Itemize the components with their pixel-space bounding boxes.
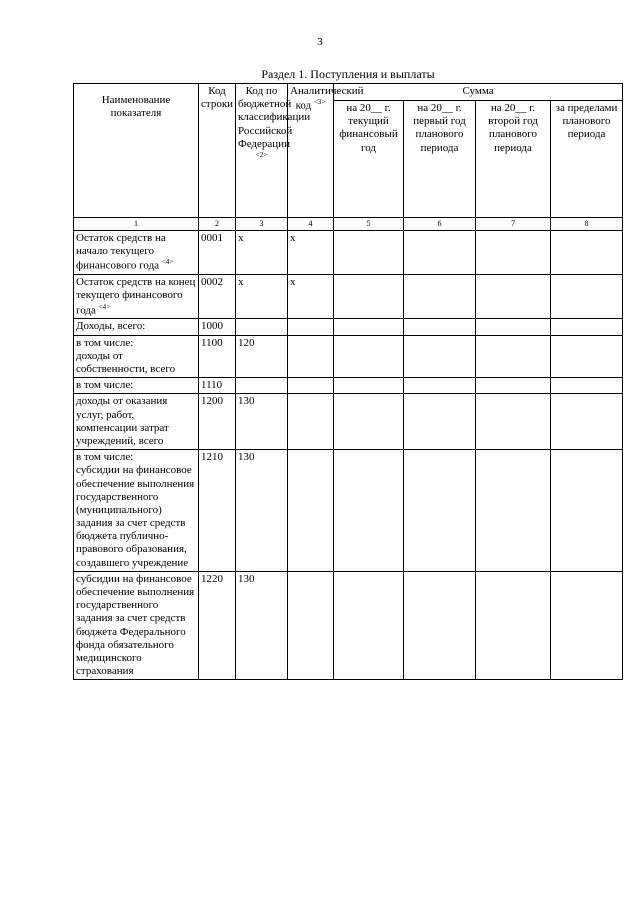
row-sum-cell: [551, 378, 623, 394]
header-col5: на 20__ г. текущий финансовый год: [334, 101, 404, 218]
row-name: Остаток средств на конец текущего финансового года $^{<4>}$: [74, 275, 199, 319]
row-code: 1200: [199, 394, 236, 450]
header-col7: на 20__ г. второй год планового периода: [476, 101, 551, 218]
header-analytic-code: Аналитический код $^{<3>}$: [288, 84, 334, 218]
row-sum-cell: [404, 275, 476, 319]
row-code: 1000: [199, 319, 236, 335]
row-code: 0001: [199, 231, 236, 275]
row-analytic-code: x: [288, 275, 334, 319]
row-sum-cell: [551, 319, 623, 335]
page-number: 3: [317, 36, 323, 48]
row-analytic-code: [288, 571, 334, 680]
row-sum-cell: [551, 450, 623, 572]
row-budget-code: 130: [236, 394, 288, 450]
col-num: 3: [236, 218, 288, 231]
row-sum-cell: [334, 335, 404, 378]
row-analytic-code: [288, 335, 334, 378]
row-analytic-code: [288, 319, 334, 335]
header-name: Наименование показателя: [74, 84, 199, 218]
row-budget-code: 130: [236, 450, 288, 572]
row-name: Остаток средств на начало текущего финансового года $^{<4>}$: [74, 231, 199, 275]
section-title: Раздел 1. Поступления и выплаты: [261, 67, 435, 81]
row-sum-cell: [551, 571, 623, 680]
table-row: [74, 319, 623, 335]
row-sum-cell: [334, 378, 404, 394]
row-sum-cell: [476, 378, 551, 394]
col-num: 1: [74, 218, 199, 231]
col-num: 4: [288, 218, 334, 231]
footnote-3: <3>: [313, 98, 326, 107]
row-analytic-code: [288, 394, 334, 450]
row-name: доходы от оказания услуг, работ, компенсации затрат учреждений, всего: [74, 394, 199, 450]
row-code: 1110: [199, 378, 236, 394]
col-num: 7: [476, 218, 551, 231]
row-sum-cell: [476, 319, 551, 335]
table-row: [74, 394, 623, 450]
row-sum-cell: [551, 394, 623, 450]
row-code: 1220: [199, 571, 236, 680]
table-row: [74, 275, 623, 319]
row-sum-cell: [551, 231, 623, 275]
row-sum-cell: [404, 378, 476, 394]
header-code-row: Код строки: [199, 84, 236, 218]
col-num: 8: [551, 218, 623, 231]
header-col8: за пределами планового периода: [551, 101, 623, 218]
row-sum-cell: [404, 231, 476, 275]
row-budget-code: x: [236, 231, 288, 275]
row-analytic-code: x: [288, 231, 334, 275]
header-col6: на 20__ г. первый год планового периода: [404, 101, 476, 218]
row-sum-cell: [404, 450, 476, 572]
row-sum-cell: [476, 275, 551, 319]
col-num: 5: [334, 218, 404, 231]
row-sum-cell: [476, 571, 551, 680]
row-budget-code: 120: [236, 335, 288, 378]
table-row: [74, 571, 623, 680]
table-row: [74, 378, 623, 394]
row-name: в том числе: субсидии на финансовое обеспечение выполнения государственного (муниципального) задания за счет средств бюджета публично-правового образования, создавшего учреждение: [74, 450, 199, 572]
row-code: 0002: [199, 275, 236, 319]
row-name: субсидии на финансовое обеспечение выполнения государственного задания за счет средств бюджета Федерального фонда обязательного медицинского страхования: [74, 571, 199, 680]
table-row: [74, 231, 623, 275]
row-sum-cell: [334, 319, 404, 335]
receipts-payments-table: [73, 83, 623, 680]
row-sum-cell: [334, 571, 404, 680]
row-analytic-code: [288, 450, 334, 572]
row-sum-cell: [476, 450, 551, 572]
footnote-4: <4>: [98, 302, 111, 311]
header-budget-code: Код по бюджетной классификации Российской Федерации $^{<2>}$: [236, 84, 288, 218]
footnote-4: <4>: [161, 258, 174, 267]
row-sum-cell: [476, 231, 551, 275]
row-name: в том числе:: [74, 378, 199, 394]
row-budget-code: x: [236, 275, 288, 319]
row-code: 1210: [199, 450, 236, 572]
column-numbers-row: [74, 218, 623, 231]
row-sum-cell: [404, 335, 476, 378]
table-row: [74, 450, 623, 572]
col-num: 2: [199, 218, 236, 231]
footnote-2: <2>: [255, 150, 268, 159]
row-name: в том числе: доходы от собственности, всего: [74, 335, 199, 378]
row-sum-cell: [334, 394, 404, 450]
row-name: Доходы, всего:: [74, 319, 199, 335]
row-budget-code: [236, 319, 288, 335]
row-sum-cell: [404, 319, 476, 335]
row-analytic-code: [288, 378, 334, 394]
row-sum-cell: [334, 231, 404, 275]
row-budget-code: [236, 378, 288, 394]
row-sum-cell: [551, 335, 623, 378]
col-num: 6: [404, 218, 476, 231]
row-budget-code: 130: [236, 571, 288, 680]
table-row: [74, 335, 623, 378]
row-sum-cell: [334, 450, 404, 572]
row-sum-cell: [476, 394, 551, 450]
row-sum-cell: [334, 275, 404, 319]
header-sum: Сумма: [334, 84, 623, 101]
row-code: 1100: [199, 335, 236, 378]
row-sum-cell: [404, 394, 476, 450]
row-sum-cell: [476, 335, 551, 378]
row-sum-cell: [404, 571, 476, 680]
row-sum-cell: [551, 275, 623, 319]
